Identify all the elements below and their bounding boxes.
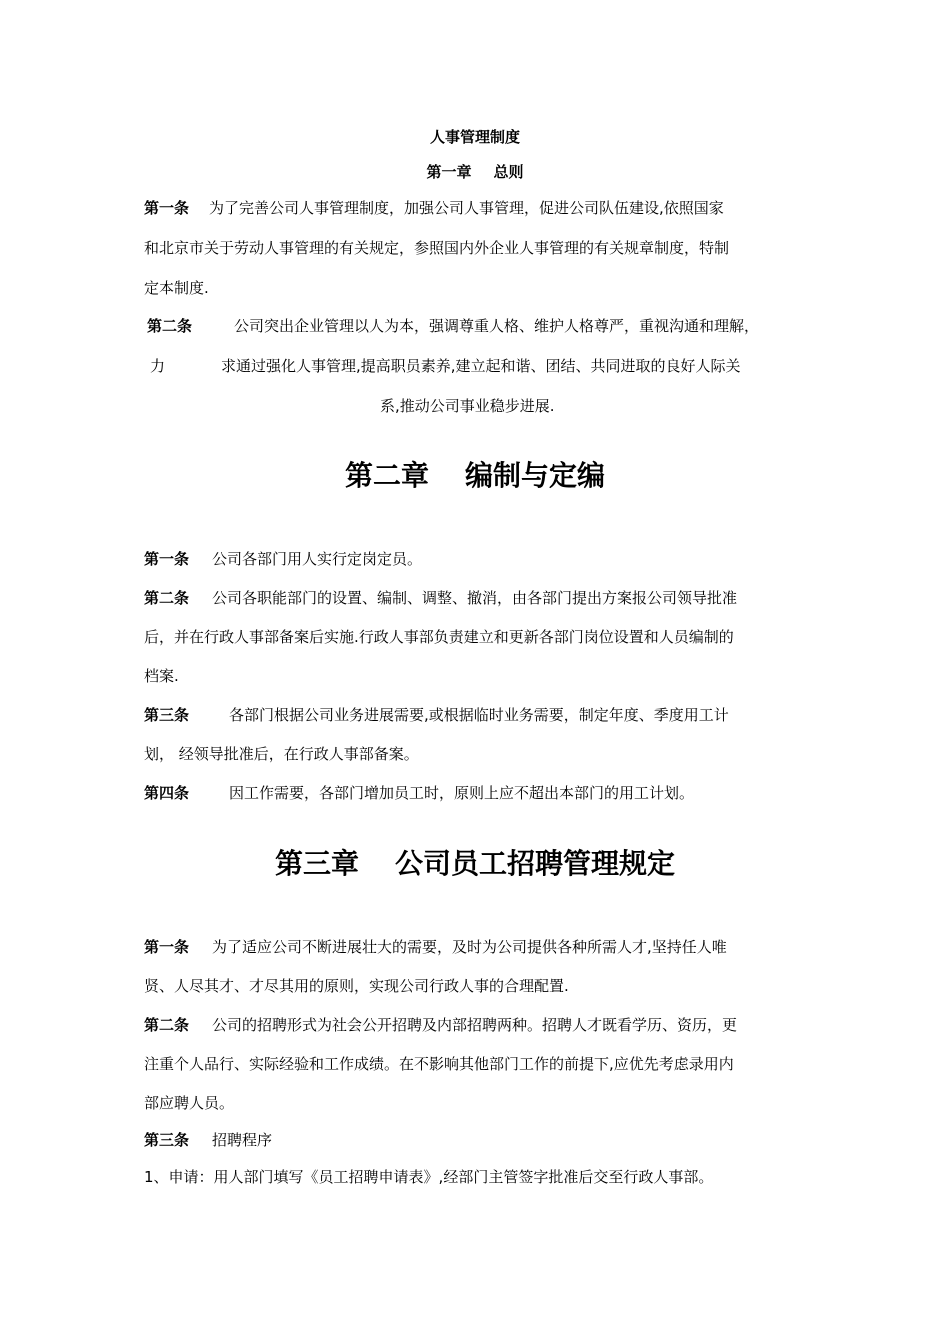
chapter-3-name: 公司员工招聘管理规定 <box>395 847 676 880</box>
ch2-article-3-line-2: 划， 经领导批准后，在行政人事部备案。 <box>144 745 419 763</box>
ch1-article-1-line-3: 定本制度. <box>144 279 209 297</box>
chapter-1-number: 第一章 <box>426 163 472 181</box>
ch1-article-2-line-1 <box>147 315 759 337</box>
chapter-2-number: 第二章 <box>344 459 429 492</box>
ch2-article-2-label: 第二条 <box>144 589 190 607</box>
ch1-article-2-line-2b: 求通过强化人事管理,提高职员素养,建立起和谐、团结、共同进取的良好人际关 <box>221 357 741 375</box>
ch3-article-1-label: 第一条 <box>144 938 190 956</box>
ch3-article-2-line-1 <box>144 1014 737 1036</box>
ch3-article-2-text-1: 公司的招聘形式为社会公开招聘及内部招聘两种。招聘人才既看学历、资历，更 <box>212 1016 738 1034</box>
ch1-article-1-text-1: 为了完善公司人事管理制度，加强公司人事管理，促进公司队伍建设,依照国家 <box>209 199 724 217</box>
ch2-article-2-line-1 <box>144 587 737 609</box>
ch3-procedure-item-1: 1、申请：用人部门填写《员工招聘申请表》,经部门主管签字批准后交至行政人事部。 <box>144 1168 714 1186</box>
chapter-3-heading <box>0 844 950 884</box>
ch3-article-3-line-1 <box>144 1129 272 1151</box>
ch2-article-3-label: 第三条 <box>144 706 190 724</box>
ch3-article-1-line-1 <box>144 936 727 958</box>
ch2-article-2-text-1: 公司各职能部门的设置、编制、调整、撤消，由各部门提出方案报公司领导批准 <box>212 589 738 607</box>
ch2-article-3-line-1 <box>144 704 729 726</box>
ch3-article-2-line-3: 部应聘人员。 <box>144 1094 235 1112</box>
ch1-article-2-line-3: 系,推动公司事业稳步进展. <box>380 397 555 415</box>
ch1-article-1-line-2: 和北京市关于劳动人事管理的有关规定，参照国内外企业人事管理的有关规章制度，特制 <box>144 239 730 257</box>
ch1-article-2-text-1: 公司突出企业管理以人为本，强调尊重人格、维护人格尊严，重视沟通和理解， <box>234 317 760 335</box>
ch1-article-1-line-1 <box>144 197 724 219</box>
chapter-1-heading <box>0 161 950 183</box>
document-title: 人事管理制度 <box>429 128 520 146</box>
ch3-article-3-label: 第三条 <box>144 1131 190 1149</box>
ch2-article-4-line-1 <box>144 782 694 804</box>
ch2-article-2-line-3: 档案. <box>144 667 179 685</box>
ch3-article-1-line-2: 贤、人尽其才、才尽其用的原则，实现公司行政人事的合理配置. <box>144 977 569 995</box>
ch3-article-3-text-1: 招聘程序 <box>212 1131 273 1149</box>
chapter-2-name: 编制与定编 <box>465 459 606 492</box>
ch2-article-1-line-1 <box>144 548 422 570</box>
ch3-article-2-label: 第二条 <box>144 1016 190 1034</box>
ch1-article-2-label: 第二条 <box>147 317 193 335</box>
chapter-1-name: 总则 <box>493 163 524 181</box>
chapter-2-heading <box>0 456 950 496</box>
ch2-article-1-text-1: 公司各部门用人实行定岗定员。 <box>212 550 423 568</box>
ch1-article-1-label: 第一条 <box>144 199 190 217</box>
ch2-article-3-text-1: 各部门根据公司业务进展需要,或根据临时业务需要，制定年度、季度用工计 <box>229 706 729 724</box>
ch2-article-2-line-2: 后，并在行政人事部备案后实施.行政人事部负责建立和更新各部门岗位设置和人员编制的 <box>144 628 734 646</box>
ch2-article-4-text-1: 因工作需要，各部门增加员工时，原则上应不超出本部门的用工计划。 <box>229 784 695 802</box>
ch2-article-1-label: 第一条 <box>144 550 190 568</box>
ch2-article-4-label: 第四条 <box>144 784 190 802</box>
ch1-article-2-line-2a: 力 <box>150 357 166 375</box>
ch3-article-2-line-2: 注重个人品行、实际经验和工作成绩。在不影响其他部门工作的前提下,应优先考虑录用内 <box>144 1055 734 1073</box>
chapter-3-number: 第三章 <box>274 847 359 880</box>
ch3-article-1-text-1: 为了适应公司不断进展壮大的需要，及时为公司提供各种所需人才,坚持任人唯 <box>212 938 727 956</box>
